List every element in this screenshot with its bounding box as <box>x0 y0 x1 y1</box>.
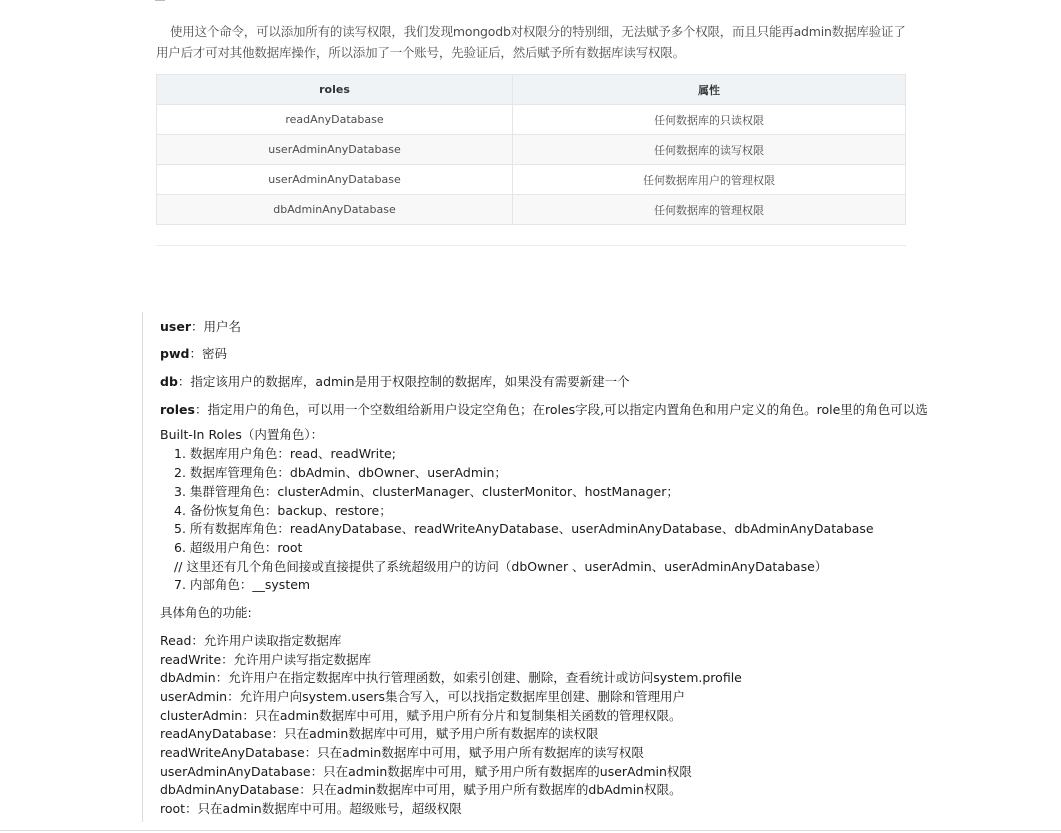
table-cell-role: userAdminAnyDatabase <box>157 135 513 165</box>
field-key: db <box>160 374 178 389</box>
article-section-top <box>0 0 1061 260</box>
field-key: roles <box>160 402 195 417</box>
list-item: 6. 超级用户角色：root <box>174 540 303 555</box>
list-item: 3. 集群管理角色：clusterAdmin、clusterManager、clusterMonitor、hostManager； <box>174 484 679 499</box>
function-item: clusterAdmin：只在admin数据库中可用，赋予用户所有分片和复制集相关函数的管理权限。 <box>160 708 682 723</box>
list-item: 5. 所有数据库角色：readAnyDatabase、readWriteAnyDatabase、userAdminAnyDatabase、dbAdminAnyDatabase <box>174 521 874 536</box>
field-roles <box>160 400 928 418</box>
table-cell-role: userAdminAnyDatabase <box>157 165 513 195</box>
table-cell-attribute: 任何数据库用户的管理权限 <box>513 165 906 195</box>
list-item-comment: // 这里还有几个角色间接或直接提供了系统超级用户的访问（dbOwner 、userAdmin、userAdminAnyDatabase） <box>174 559 828 574</box>
function-item: Read：允许用户读取指定数据库 <box>160 633 342 648</box>
table-header-row <box>157 75 906 105</box>
field-user <box>160 317 241 335</box>
field-db <box>160 372 630 390</box>
functions-heading: 具体角色的功能: <box>160 605 252 620</box>
table-row <box>157 195 906 225</box>
table-cell-attribute: 任何数据库的读写权限 <box>513 135 906 165</box>
function-item: userAdminAnyDatabase：只在admin数据库中可用，赋予用户所有数据库的userAdmin权限 <box>160 764 692 779</box>
list-item: 2. 数据库管理角色：dbAdmin、dbOwner、userAdmin； <box>174 465 507 480</box>
table-row <box>157 105 906 135</box>
table-cell-role: readAnyDatabase <box>157 105 513 135</box>
list-item: 1. 数据库用户角色：read、readWrite; <box>174 446 396 461</box>
roles-table <box>156 74 906 225</box>
field-desc: ：指定用户的角色，可以用一个空数组给新用户设定空角色；在roles字段,可以指定内置角色和用户定义的角色。role里的角色可以选 <box>194 402 928 417</box>
field-key: user <box>160 319 191 334</box>
table-row <box>157 135 906 165</box>
field-key: pwd <box>160 346 190 361</box>
field-desc: ：密码 <box>189 346 227 361</box>
function-item: dbAdminAnyDatabase：只在admin数据库中可用，赋予用户所有数据库的dbAdmin权限。 <box>160 782 682 797</box>
function-item: userAdmin：允许用户向system.users集合写入，可以找指定数据库里创建、删除和管理用户 <box>160 689 686 704</box>
function-item: readWriteAnyDatabase：只在admin数据库中可用，赋予用户所有数据库的读写权限 <box>160 745 644 760</box>
field-pwd <box>160 344 227 362</box>
function-item: dbAdmin：允许用户在指定数据库中执行管理函数，如索引创建、删除，查看统计或访问system.profile <box>160 670 742 685</box>
field-desc: ：用户名 <box>190 319 241 334</box>
table-cell-attribute: 任何数据库的只读权限 <box>513 105 906 135</box>
builtin-roles-heading: Built-In Roles（内置角色）： <box>160 427 324 442</box>
function-item: root：只在admin数据库中可用。超级账号，超级权限 <box>160 801 462 816</box>
function-item: readAnyDatabase：只在admin数据库中可用，赋予用户所有数据库的读权限 <box>160 726 599 741</box>
table-header-roles: roles <box>157 75 513 105</box>
table-cell-role: dbAdminAnyDatabase <box>157 195 513 225</box>
field-desc: ：指定该用户的数据库，admin是用于权限控制的数据库，如果没有需要新建一个 <box>177 374 630 389</box>
article-section-roles <box>142 312 1061 822</box>
table-header-attribute: 属性 <box>513 75 906 105</box>
function-item: readWrite：允许用户读写指定数据库 <box>160 652 372 667</box>
list-item: 7. 内部角色：__system <box>174 577 311 592</box>
bottom-divider <box>0 830 1061 831</box>
table-cell-attribute: 任何数据库的管理权限 <box>513 195 906 225</box>
list-item: 4. 备份恢复角色：backup、restore； <box>174 503 392 518</box>
section-divider <box>156 245 906 246</box>
intro-paragraph: 使用这个命令，可以添加所有的读写权限，我们发现mongodb对权限分的特别细，无法赋予多个权限，而且只能再admin数据库验证了用户后才可对其他数据库操作，所以添加了一个账号，先验证后，然后赋予所有数据库读写权限。 <box>156 24 906 60</box>
table-row <box>157 165 906 195</box>
top-divider-mark <box>155 0 165 1</box>
